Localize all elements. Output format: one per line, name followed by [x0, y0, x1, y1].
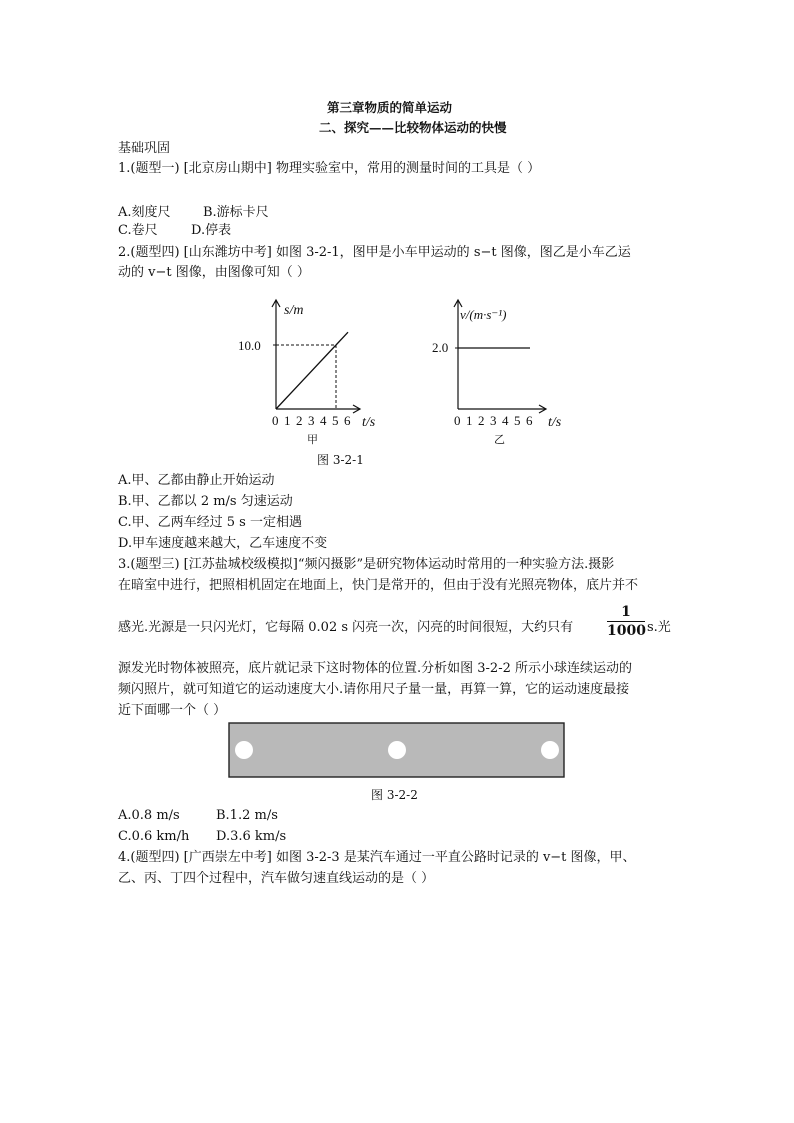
ball-position-3 — [541, 741, 559, 759]
chart-jia-x-tick-3: 3 — [308, 413, 315, 428]
chart-jia-series-extension — [336, 332, 348, 345]
chart-yi-caption: 乙 — [494, 434, 505, 446]
chart-yi-x-tick-1: 1 — [466, 413, 473, 428]
chart-yi-x-tick-3: 3 — [490, 413, 497, 428]
chart-jia-x-tick-0: 0 — [272, 413, 279, 428]
chart-jia-x-tick-4: 4 — [320, 413, 327, 428]
chart-yi-x-tick-0: 0 — [454, 413, 461, 428]
chart-yi-x-label: t/s — [548, 415, 562, 430]
q3-option-b: B.1.2 m/s — [216, 808, 278, 823]
chart-yi-x-tick-6: 6 — [526, 413, 533, 428]
chart-yi-x-tick-5: 5 — [514, 413, 521, 428]
chart-yi-x-tick-4: 4 — [502, 413, 509, 428]
fraction-numerator: 1 — [621, 604, 631, 620]
q4-line2: 乙、丙、丁四个过程中，汽车做匀速直线运动的是（ ） — [118, 871, 435, 886]
q1-option-a: A.刻度尺 — [118, 205, 171, 220]
chart-jia-x-tick-6: 6 — [344, 413, 351, 428]
q4-line1: 4.(题型四) [广西崇左中考] 如图 3-2-3 是某汽车通过一平直公路时记录的 v−t 图像，甲、 — [118, 850, 636, 865]
chart-yi-y-tick: 2.0 — [432, 340, 449, 355]
q2-option-b: B.甲、乙都以 2 m/s 匀速运动 — [118, 494, 293, 509]
strobe-photo — [228, 722, 568, 780]
q3-line5: 频闪照片，就可知道它的运动速度大小.请你用尺子量一量，再算一算，它的运动速度最接 — [118, 682, 630, 697]
q2-option-a: A.甲、乙都由静止开始运动 — [118, 473, 275, 488]
chart-jia-series-line-0 — [276, 345, 336, 409]
q3-line3a: 感光.光源是一只闪光灯，它每隔 0.02 s 闪亮一次，闪亮的时间很短，大约只有 — [118, 620, 574, 635]
chart-jia-y-tick: 10.0 — [238, 338, 261, 353]
q2-option-d: D.甲车速度越来越大，乙车速度不变 — [118, 536, 328, 551]
chart-yi — [420, 290, 600, 450]
ball-position-2 — [388, 741, 406, 759]
q1-stem: 1.(题型一) [北京房山期中] 物理实验室中，常用的测量时间的工具是（ ） — [118, 161, 541, 176]
chart-jia-caption: 甲 — [307, 434, 318, 446]
fraction-denominator: 1000 — [607, 623, 646, 639]
chart-jia-x-tick-5: 5 — [332, 413, 339, 428]
section-title: 二、探究——比较物体运动的快慢 — [319, 120, 507, 135]
q3-option-c: C.0.6 km/h — [118, 829, 190, 844]
fraction — [607, 604, 645, 639]
chart-jia-y-label: s/m — [284, 303, 304, 318]
q3-line2: 在暗室中进行，把照相机固定在地面上，快门是常开的，但由于没有光照亮物体，底片并不 — [118, 578, 639, 593]
chart-jia-x-label: t/s — [362, 415, 376, 430]
chart-yi-y-label: v/(m·s⁻¹) — [460, 307, 507, 322]
q2-stem-line2: 动的 v−t 图像，由图像可知（ ） — [118, 265, 310, 280]
q3-line1: 3.(题型三) [江苏盐城校级模拟]“频闪摄影”是研究物体运动时常用的一种实验方法.摄影 — [118, 557, 615, 572]
q3-option-d: D.3.6 km/s — [216, 829, 287, 844]
q2-stem-line1: 2.(题型四) [山东潍坊中考] 如图 3-2-1，图甲是小车甲运动的 s−t 图像，图乙是小车乙运 — [118, 245, 631, 260]
q1-option-c: C.卷尺 — [118, 223, 158, 238]
q1-option-b: B.游标卡尺 — [203, 205, 269, 220]
chapter-title: 第三章物质的简单运动 — [327, 100, 453, 115]
ball-position-1 — [235, 741, 253, 759]
q3-option-a: A.0.8 m/s — [118, 808, 180, 823]
figure-3-2-1-caption: 图 3-2-1 — [317, 453, 364, 467]
chart-jia-x-tick-2: 2 — [296, 413, 303, 428]
fraction-bar — [607, 621, 645, 622]
chart-jia-x-tick-1: 1 — [284, 413, 291, 428]
section-label: 基础巩固 — [118, 141, 171, 156]
q3-line6: 近下面哪一个（ ） — [118, 703, 227, 718]
q3-line3b: s.光 — [647, 620, 671, 635]
q1-option-d: D.停表 — [191, 223, 232, 238]
q3-line4: 源发光时物体被照亮，底片就记录下这时物体的位置.分析如图 3-2-2 所示小球连续运动的 — [118, 661, 632, 676]
q2-option-c: C.甲、乙两车经过 5 s 一定相遇 — [118, 515, 302, 530]
figure-3-2-2-caption: 图 3-2-2 — [371, 788, 418, 802]
chart-yi-x-tick-2: 2 — [478, 413, 485, 428]
chart-jia — [230, 290, 400, 450]
